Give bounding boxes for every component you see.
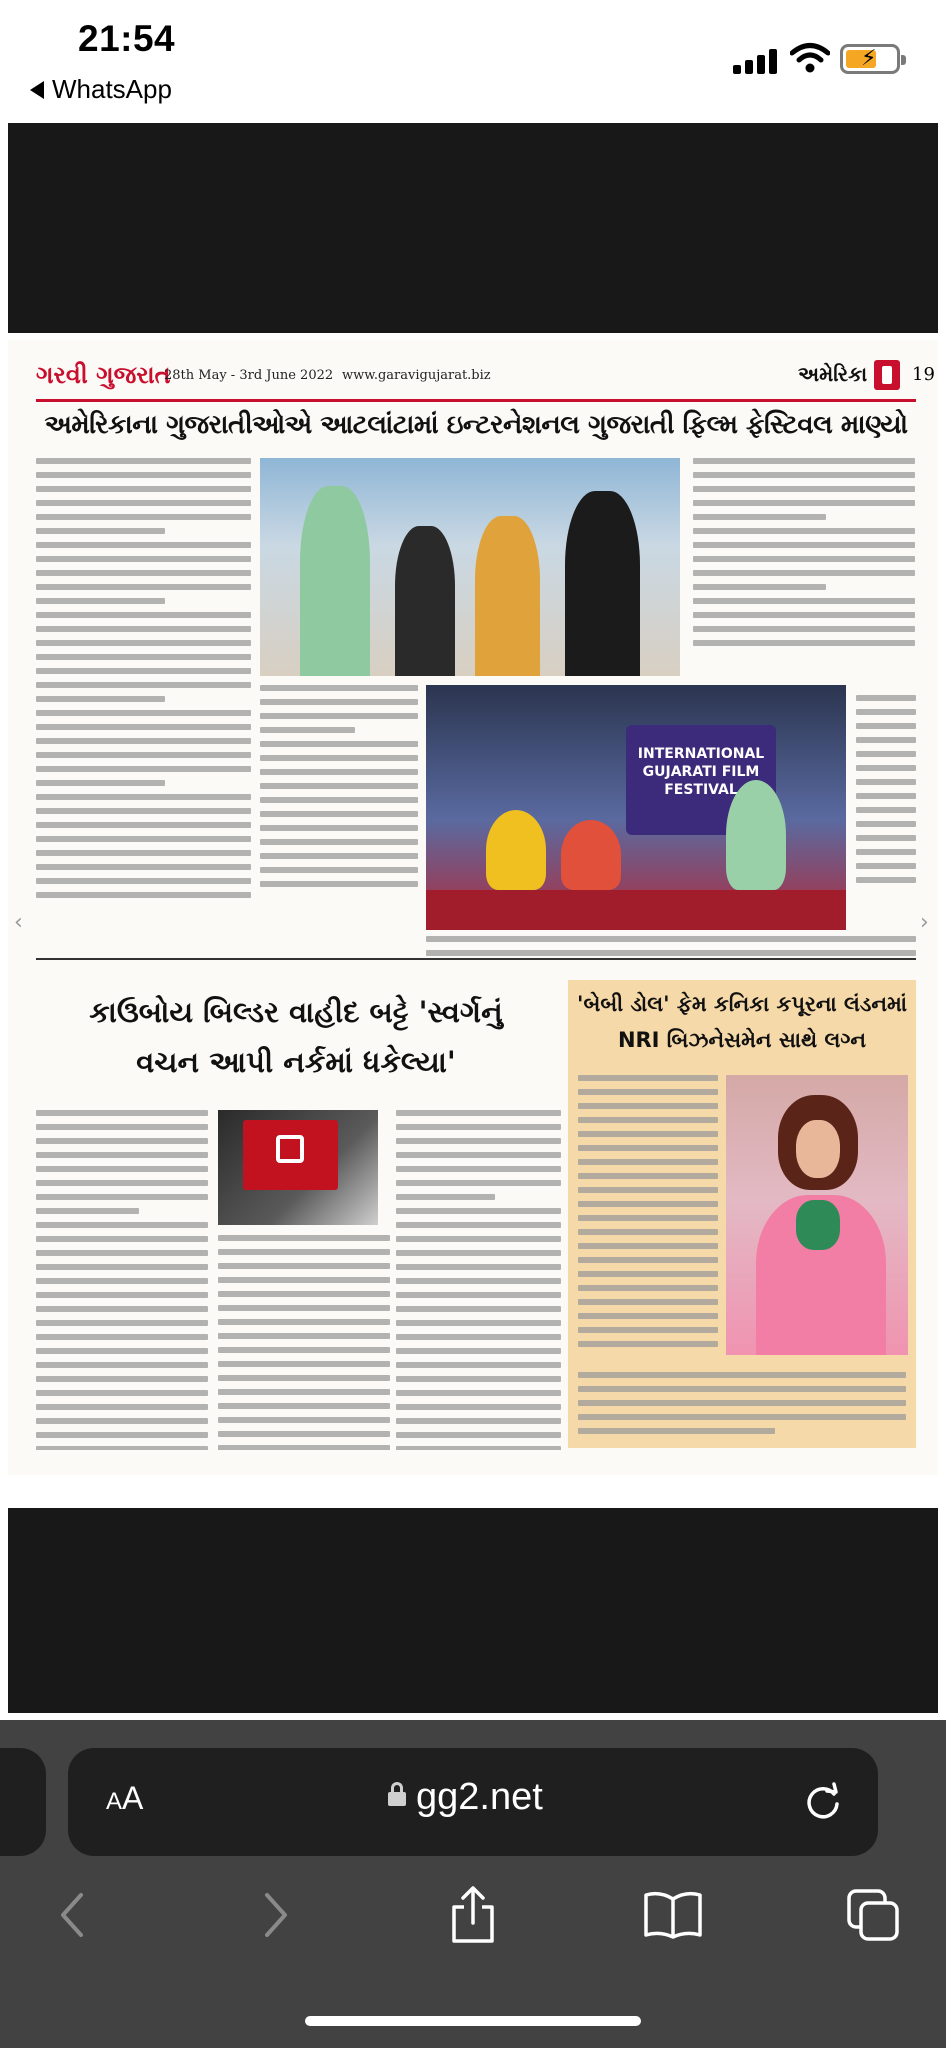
section-name: અમેરિકા [798, 362, 868, 386]
reload-icon[interactable] [803, 1782, 843, 1822]
image-letterbox-bottom [8, 1508, 938, 1713]
festival-stage-photo [426, 685, 846, 930]
bookmarks-button[interactable] [638, 1880, 708, 1950]
article-divider [36, 958, 916, 960]
bookmarks-icon [642, 1889, 704, 1941]
article3-headline-line2: NRI બિઝનેસમેન સાથે લગ્ન [617, 1028, 867, 1052]
tabs-button[interactable] [838, 1880, 908, 1950]
article3-bottom-text [578, 1372, 906, 1442]
share-button[interactable] [438, 1880, 508, 1950]
image-letterbox-top [8, 123, 938, 333]
article3-box [568, 980, 916, 1448]
cyber-lock-photo [218, 1110, 378, 1225]
signal-icon [733, 48, 777, 74]
article1-column-4 [856, 695, 916, 930]
padlock-icon [276, 1135, 304, 1163]
wifi-icon [790, 42, 830, 74]
image-next-arrow[interactable]: › [920, 910, 929, 935]
article1-headline: અમેરિકાના ગુજરાતીઓએ આટલાંટામાં ઇન્ટરનેશનલ ગુજરાતી ફિલ્મ ફેસ્ટિવલ માણ્યો [44, 410, 908, 440]
article1-column-1 [36, 458, 251, 928]
text-size-button[interactable]: AA [106, 1780, 144, 1816]
article2-headline-line2: વચન આપી નર્કમાં ધકેલ્યા' [136, 1045, 456, 1079]
article3-column-1 [578, 1075, 718, 1365]
image-prev-arrow[interactable]: ‹ [14, 910, 23, 935]
article2-column-1 [36, 1110, 208, 1450]
status-time: 21:54 [78, 18, 176, 59]
safari-toolbar [0, 1880, 946, 1970]
newspaper-masthead [36, 360, 935, 402]
article2-headline-line1: કાઉબોય બિલ્ડર વાહીદ બટ્ટે 'સ્વર્ગનું [89, 995, 503, 1029]
status-bar [0, 0, 946, 118]
safari-bottom-bar [0, 1720, 946, 2048]
url-text[interactable]: gg2.net [416, 1776, 543, 1818]
article3-headline-line1: 'બેબી ડોલ' ફેમ કનિકા કપૂરના લંડનમાં [577, 992, 907, 1016]
page-number: 19 [912, 364, 935, 385]
festival-group-photo [260, 458, 680, 676]
kanika-kapoor-photo [726, 1075, 908, 1355]
address-bar[interactable] [68, 1748, 878, 1856]
back-icon [53, 1890, 93, 1940]
tabs-icon [845, 1887, 901, 1943]
back-app-label: WhatsApp [52, 74, 172, 104]
home-indicator[interactable] [305, 2016, 641, 2026]
back-button[interactable] [38, 1880, 108, 1950]
article1-column-2 [260, 685, 418, 928]
article2-column-2 [218, 1235, 390, 1450]
section-flag-icon [874, 360, 900, 390]
previous-tab-preview[interactable] [0, 1748, 46, 1856]
festival-banner: INTERNATIONAL GUJARATI FILM FESTIVAL [626, 725, 776, 835]
back-triangle-icon [30, 81, 44, 99]
article1-column-3 [693, 458, 915, 688]
issue-date: 28th May - 3rd June 2022 [164, 368, 334, 383]
newspaper-logo: ગરવી ગુજરાત [36, 360, 171, 389]
lock-icon [388, 1792, 406, 1806]
forward-icon [255, 1890, 295, 1940]
back-to-app-button[interactable] [30, 74, 172, 105]
article1-bottom-text [426, 936, 916, 956]
article2-column-3 [396, 1110, 561, 1450]
battery-charging-icon: ⚡ [840, 44, 900, 74]
newspaper-page-image[interactable] [8, 340, 938, 1475]
share-icon [446, 1885, 500, 1945]
newspaper-website: www.garavigujarat.biz [342, 368, 491, 383]
forward-button[interactable] [240, 1880, 310, 1950]
